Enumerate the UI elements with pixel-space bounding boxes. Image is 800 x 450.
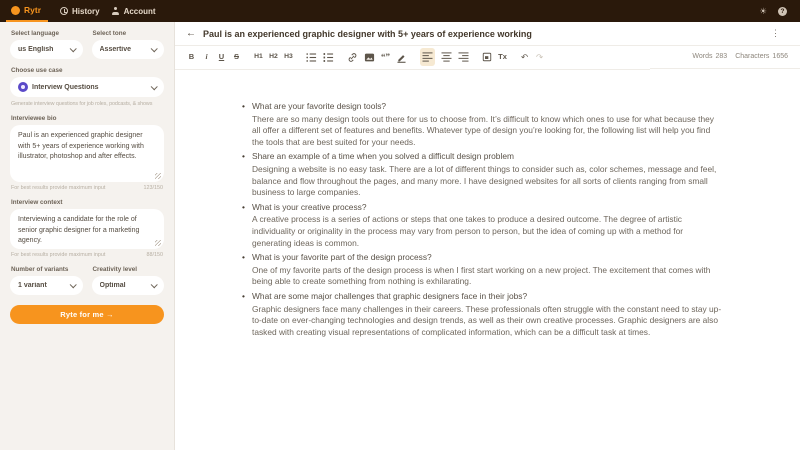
nav-account[interactable] <box>112 7 156 16</box>
history-clock-icon <box>60 7 68 15</box>
answer-text: Designing a website is no easy task. There are a lot of different things to consider such as, color schemes, message and feel, balance and flow throughout the pages, and many more. I have designed websites for all sorts of clients ranging from small business to large companies. <box>252 163 717 198</box>
format-toolbar <box>175 45 650 70</box>
question-text: • What is your creative process? <box>240 202 722 214</box>
words-value: 283 <box>715 53 728 60</box>
redo-icon[interactable]: ↷ <box>535 51 544 62</box>
tone-select[interactable] <box>92 40 165 59</box>
align-right-button[interactable] <box>458 50 469 64</box>
characters-label: Characters <box>735 53 770 60</box>
creativity-select-value: Optimal <box>99 282 126 289</box>
use-case-select-value: Interview Questions <box>32 83 99 91</box>
bullet-list-icon[interactable] <box>306 50 317 64</box>
answer-text: Graphic designers face many challenges in their careers. These professionals often struggle with the constant need to stay up-to-date on ever-changing technologies and design trends, as well as their own creative processes. Graphic designers are also tasked with creating visual representations of complicated information, which can be a difficult task at times. <box>252 303 722 337</box>
variants-label: Number of variants <box>11 266 69 273</box>
document-content[interactable] <box>240 101 722 341</box>
highlight-pen-icon[interactable] <box>396 50 407 64</box>
kebab-menu-icon[interactable]: ⋮ <box>771 28 780 38</box>
tone-label: Select tone <box>92 30 127 37</box>
bio-field-wrap <box>10 125 164 182</box>
context-helper-row <box>11 252 163 258</box>
align-left-button[interactable] <box>420 48 435 66</box>
resize-handle-icon[interactable] <box>155 240 161 246</box>
format-box-icon[interactable] <box>482 50 492 64</box>
language-select[interactable] <box>10 40 83 59</box>
language-label: Select language <box>11 30 59 37</box>
context-field-wrap <box>10 209 164 249</box>
variants-select[interactable] <box>10 276 83 295</box>
image-icon[interactable] <box>364 50 375 64</box>
back-arrow-icon[interactable]: ← <box>186 27 196 39</box>
ryte-for-me-button[interactable]: Ryte for me → <box>10 305 164 324</box>
brand-tab-rytr[interactable] <box>6 0 48 22</box>
use-case-select[interactable] <box>10 77 164 97</box>
qa-item <box>240 291 722 338</box>
clear-formatting-button[interactable]: Tx <box>498 52 507 62</box>
brand-label: Rytr <box>24 5 42 15</box>
chevron-down-icon <box>151 45 158 52</box>
variants-select-value: 1 variant <box>18 282 47 289</box>
interview-context-textarea[interactable] <box>10 209 164 249</box>
context-char-counter: 88/150 <box>146 252 163 258</box>
characters-stat <box>735 53 788 60</box>
chevron-down-icon <box>69 281 76 288</box>
words-stat <box>692 53 727 60</box>
account-person-icon <box>112 7 120 15</box>
blockquote-icon[interactable]: “” <box>381 51 390 62</box>
heading1-button[interactable]: H1 <box>254 52 263 60</box>
qa-item <box>240 202 722 249</box>
bold-button[interactable]: B <box>188 52 195 62</box>
use-case-hint: Generate interview questions for job roles, podcasts, & shows <box>11 101 153 107</box>
topbar <box>0 0 800 22</box>
chevron-down-icon <box>151 281 158 288</box>
topbar-right <box>759 7 800 16</box>
bio-label: Interviewee bio <box>11 115 57 122</box>
nav-history[interactable] <box>60 7 100 16</box>
language-tone-row <box>10 40 164 59</box>
heading3-button[interactable]: H3 <box>284 52 293 60</box>
nav-history-label: History <box>72 6 100 16</box>
context-label: Interview context <box>11 199 63 206</box>
context-hint: For best results provide maximum input <box>11 252 106 258</box>
resize-handle-icon[interactable] <box>155 173 161 179</box>
heading2-button[interactable]: H2 <box>269 52 278 60</box>
chevron-down-icon <box>151 83 158 90</box>
document-header <box>175 22 800 46</box>
question-text: • What is your favorite part of the design process? <box>240 252 722 264</box>
align-center-button[interactable] <box>441 50 452 64</box>
document-title: Paul is an experienced graphic designer with 5+ years of experience working <box>203 28 532 39</box>
qa-item <box>240 252 722 288</box>
answer-text: A creative process is a series of actions or steps that one takes to produce a desired outcome. The degree of artistic individuality or originality in the process may vary from person to person, but the idea of coming up with a method for generating ideas is common. <box>252 214 684 248</box>
question-text: • What are your favorite design tools? <box>240 101 722 113</box>
tone-select-value: Assertive <box>99 46 132 53</box>
answer-text: There are so many design tools out there for us to choose from. It’s difficult to know which ones to use for what because they all offer a different set of features and benefits. Whatever type of design you’re looking for, the following list will help you find the tools that are best suited for your needs. <box>252 113 714 147</box>
theme-toggle-sun-icon[interactable]: ☀ <box>759 5 767 16</box>
words-label: Words <box>692 53 713 60</box>
strikethrough-button[interactable]: S <box>233 52 239 62</box>
italic-button[interactable]: i <box>205 52 208 62</box>
characters-value: 1656 <box>772 53 788 60</box>
qa-item <box>240 151 722 198</box>
undo-icon[interactable]: ↶ <box>520 51 529 62</box>
bio-char-counter: 123/150 <box>143 185 163 191</box>
question-text: • Share an example of a time when you solved a difficult design problem <box>240 151 722 163</box>
help-icon[interactable]: ? <box>778 7 787 16</box>
answer-text: One of my favorite parts of the design process is when I first start working on a new project. The excitement that comes with being able to create something from nothing is exhilarating. <box>252 264 711 287</box>
editor-main <box>175 22 800 450</box>
language-select-value: us English <box>18 46 54 53</box>
variants-creativity-row <box>10 276 164 295</box>
use-case-label: Choose use case <box>11 67 63 74</box>
interviewee-bio-textarea[interactable] <box>10 125 164 182</box>
use-case-icon <box>18 82 28 92</box>
link-icon[interactable] <box>347 50 358 64</box>
rytr-logo-icon <box>11 6 20 15</box>
ordered-list-icon[interactable] <box>323 50 334 64</box>
qa-item <box>240 101 722 148</box>
bio-helper-row <box>11 185 163 191</box>
underline-button[interactable]: U <box>218 52 225 62</box>
bio-hint: For best results provide maximum input <box>11 185 106 191</box>
language-tone-labels <box>10 30 164 40</box>
word-count-strip <box>650 45 800 69</box>
creativity-select[interactable] <box>92 276 165 295</box>
variants-creativity-labels <box>10 266 164 276</box>
nav-account-label: Account <box>123 6 156 16</box>
chevron-down-icon <box>69 45 76 52</box>
question-text: • What are some major challenges that graphic designers face in their jobs? <box>240 291 722 303</box>
creativity-label: Creativity level <box>92 266 137 273</box>
settings-sidebar <box>0 22 175 450</box>
